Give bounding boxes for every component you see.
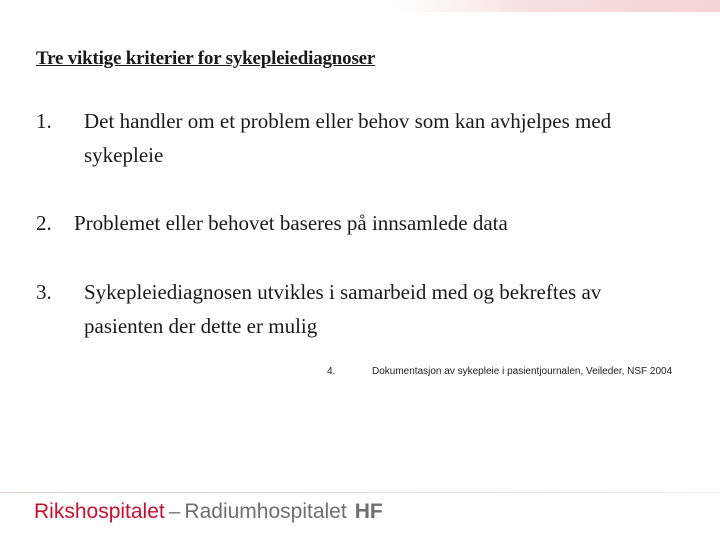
logo-hf: HF (354, 500, 383, 523)
top-decorative-band (0, 0, 720, 12)
footnote-number: 4. (327, 366, 336, 377)
list-item-text: Sykepleiediagnosen utvikles i samarbeid med og bekreftes av pasienten der dette er mulig (84, 280, 602, 338)
list-item (36, 104, 686, 174)
list-item-text: Problemet eller behovet baseres på innsamlede data (74, 211, 508, 235)
list-item (36, 275, 686, 345)
list-item-number: 2. (36, 211, 52, 235)
list-item-text: Det handler om et problem eller behov som kan avhjelpes med sykepleie (84, 109, 612, 167)
footer-divider (0, 492, 720, 493)
logo-radiumhospitalet: Radiumhospitalet (184, 500, 347, 523)
footnote-text: Dokumentasjon av sykepleie i pasientjournalen, Veileder, NSF 2004 (372, 366, 673, 377)
list-item-number: 3. (36, 280, 52, 304)
logo-separator: – (168, 500, 181, 523)
slide-title: Tre viktige kriterier for sykepleiediagnoser (36, 48, 376, 69)
hospital-logo (34, 500, 383, 528)
list-item (36, 206, 686, 240)
list-item-number: 1. (36, 109, 52, 133)
logo-rikshospitalet: Rikshospitalet (34, 500, 165, 523)
